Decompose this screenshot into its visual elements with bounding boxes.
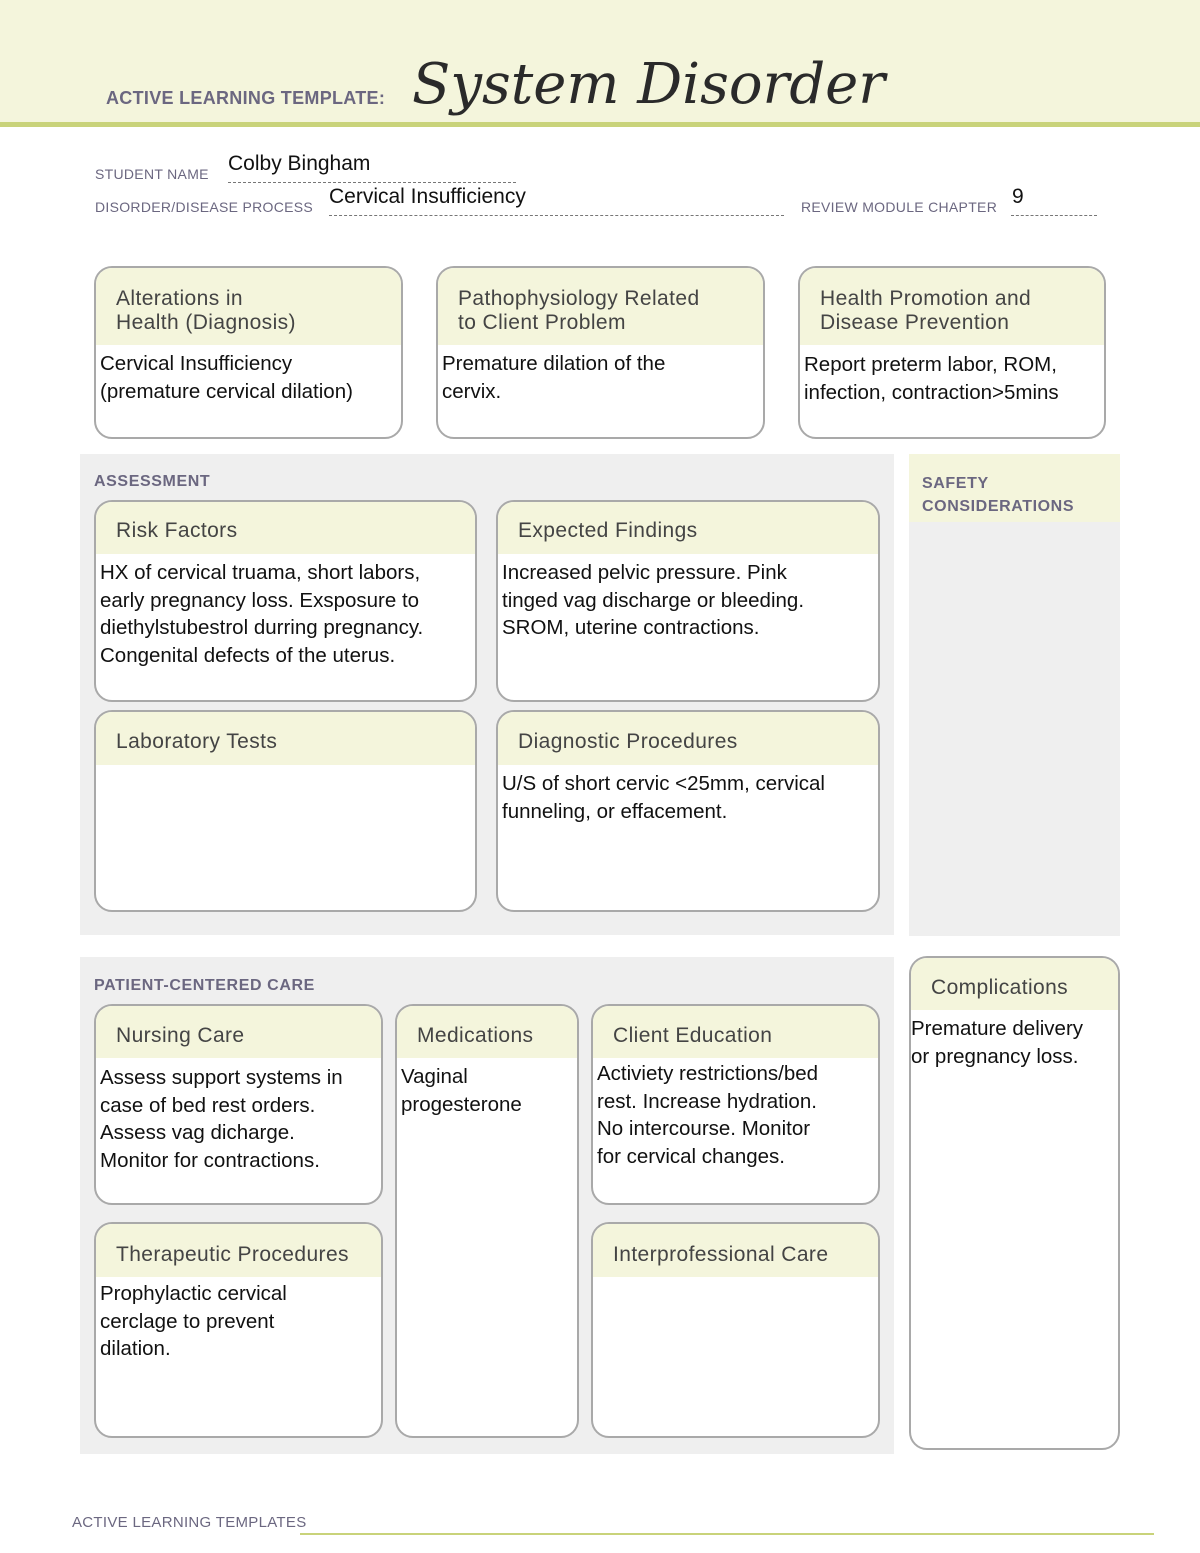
pathophysiology-card: [436, 266, 765, 439]
diagnostic-procedures-title: Diagnostic Procedures: [498, 712, 878, 765]
laboratory-tests-text[interactable]: [96, 765, 475, 770]
complications-title: Complications: [911, 958, 1118, 1010]
client-education-card: [591, 1004, 880, 1205]
therapeutic-procedures-text[interactable]: Prophylactic cervical cerclage to prevent dilation.: [100, 1282, 287, 1360]
therapeutic-procedures-title: Therapeutic Procedures: [96, 1224, 381, 1277]
disorder-field[interactable]: Cervical Insufficiency: [329, 185, 526, 208]
laboratory-tests-card: [94, 710, 477, 912]
pathophysiology-title: Pathophysiology Related to Client Problem: [438, 268, 763, 345]
client-education-text[interactable]: Activiety restrictions/bed rest. Increase hydration. No intercourse. Monitor for cervical changes.: [597, 1062, 819, 1168]
alterations-title: Alterations in Health (Diagnosis): [96, 268, 401, 345]
chapter-label: REVIEW MODULE CHAPTER: [801, 199, 998, 215]
header-rule: [0, 122, 1200, 127]
therapeutic-procedures-card: [94, 1222, 383, 1438]
student-name-field[interactable]: Colby Bingham: [228, 152, 371, 175]
disorder-label: DISORDER/DISEASE PROCESS: [95, 199, 314, 215]
expected-findings-card: [496, 500, 880, 702]
complications-card: [909, 956, 1120, 1450]
risk-factors-text[interactable]: HX of cervical truama, short labors, early pregnancy loss. Exsposure to diethylstubestrol durring pregnancy. Congenital defects of the uterus.: [100, 561, 424, 667]
nursing-care-text[interactable]: Assess support systems in case of bed rest orders. Assess vag dicharge. Monitor for contractions.: [100, 1066, 343, 1172]
laboratory-tests-title: Laboratory Tests: [96, 712, 475, 765]
footer-label: ACTIVE LEARNING TEMPLATES: [72, 1514, 307, 1531]
nursing-care-card: [94, 1004, 383, 1205]
health-promotion-text[interactable]: Report preterm labor, ROM, infection, contraction>5mins: [804, 353, 1059, 404]
student-name-label: STUDENT NAME: [95, 166, 209, 182]
safety-panel: [909, 454, 1120, 936]
patient-care-title: PATIENT-CENTERED CARE: [94, 977, 315, 994]
health-promotion-title: Health Promotion and Disease Prevention: [800, 268, 1104, 345]
medications-title: Medications: [397, 1006, 577, 1058]
interprofessional-care-card: [591, 1222, 880, 1438]
medications-card: [395, 1004, 579, 1438]
complications-text[interactable]: Premature delivery or pregnancy loss.: [911, 1017, 1084, 1068]
expected-findings-title: Expected Findings: [498, 502, 878, 554]
nursing-care-title: Nursing Care: [96, 1006, 381, 1058]
risk-factors-title: Risk Factors: [96, 502, 475, 554]
expected-findings-text[interactable]: Increased pelvic pressure. Pink tinged vag discharge or bleeding. SROM, uterine contractions.: [502, 561, 805, 639]
risk-factors-card: [94, 500, 477, 702]
medications-text[interactable]: Vaginal progesterone: [401, 1065, 522, 1116]
alterations-card: [94, 266, 403, 439]
alterations-text[interactable]: Cervical Insufficiency (premature cervical dilation): [100, 352, 353, 403]
template-title: System Disorder: [412, 52, 886, 117]
diagnostic-procedures-text[interactable]: U/S of short cervic <25mm, cervical funneling, or effacement.: [502, 772, 825, 823]
chapter-field[interactable]: 9: [1012, 185, 1024, 208]
template-label: ACTIVE LEARNING TEMPLATE:: [106, 88, 386, 108]
footer-rule: [300, 1533, 1154, 1535]
health-promotion-card: [798, 266, 1106, 439]
client-education-title: Client Education: [593, 1006, 878, 1058]
interprofessional-care-text[interactable]: [593, 1277, 878, 1282]
pathophysiology-text[interactable]: Premature dilation of the cervix.: [442, 352, 666, 403]
chapter-line: [1011, 203, 1097, 216]
interprofessional-care-title: Interprofessional Care: [593, 1224, 878, 1277]
diagnostic-procedures-card: [496, 710, 880, 912]
assessment-title: ASSESSMENT: [94, 473, 211, 490]
safety-title: SAFETY CONSIDERATIONS: [922, 475, 1075, 515]
